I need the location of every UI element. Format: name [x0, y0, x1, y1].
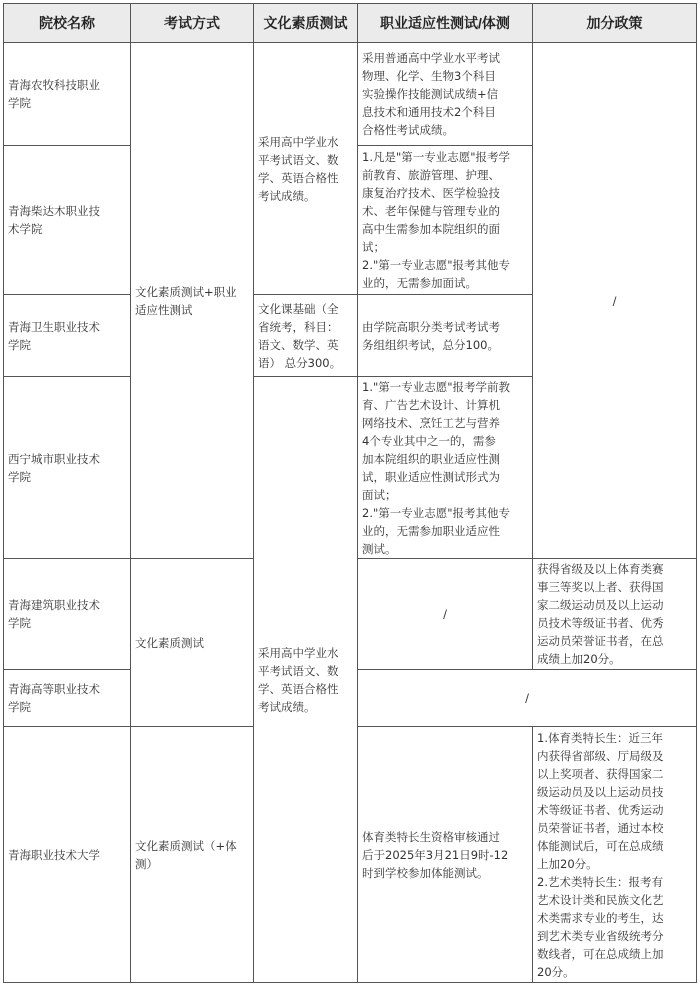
row-divider — [253, 294, 358, 295]
header-school-name: 院校名称 — [4, 4, 130, 42]
vocational-test-cell: 1.凡是"第一专业志愿"报考学 前教育、旅游管理、护理、 康复治疗技术、医学检验技 术、老年保健与管理专业的 高中生需参加本院组织的面 试； 2."第一专业志愿"报考其他专 业的，无需参加面试。 — [362, 150, 511, 290]
vocational-test-cell: 采用普通高中学业水平考试 物理、化学、生物3个科目 实验操作技能测试成绩+信 息技术和通用技术2个科目 合格性考试成绩。 — [362, 51, 500, 137]
column-divider — [357, 3, 358, 983]
school-name-cell: 青海柴达木职业技 术学院 — [8, 204, 100, 236]
header-vocational-test: 职业适应性测试/体测 — [358, 4, 532, 42]
row-divider — [3, 669, 131, 670]
table-border — [3, 3, 697, 4]
culture-test-cell: 文化课基础（全 省统考，科目： 语文、数学、英 语） 总分300。 — [258, 301, 342, 370]
column-divider — [253, 3, 254, 983]
row-divider — [357, 726, 697, 727]
school-name-cell: 青海农牧科技职业 学院 — [8, 78, 100, 110]
school-name-cell: 青海职业技术大学 — [8, 847, 100, 862]
vocational-test-cell: 体育类特长生资格审核通过 后于2025年3月21日9时-12 时到学校参加体能测试。 — [362, 829, 509, 880]
header-culture-test: 文化素质测试 — [254, 4, 357, 42]
vocational-test-cell: / — [443, 607, 447, 621]
row-divider — [130, 558, 254, 559]
school-name-cell: 青海卫生职业技术 学院 — [8, 319, 100, 352]
exam-method-cell: 文化素质测试+职业 适应性测试 — [135, 284, 237, 317]
school-name-cell: 青海建筑职业技术 学院 — [8, 598, 100, 630]
row-divider — [3, 42, 697, 43]
culture-test-cell: 采用高中学业水 平考试语文、数 学、英语合格性 考试成绩。 — [258, 134, 339, 203]
bonus-policy-cell: 1.体育类特长生：近三年 内获得省部级、厅局级及 以上奖项者、获得国家二 级运动员及以上运动员技 术等级证书者、优秀运动 员荣誉证书者，通过本校 体能测试后，可在总成绩 上加20分。 2.艺术类特长生：报考有 艺术设计类和民族文化艺 术类需求专业的考生，达 到艺术类专业省级统考分 数线者，可在总成绩上加 20分。 — [537, 730, 664, 979]
row-divider — [357, 376, 533, 377]
exam-method-cell: 文化素质测试 — [135, 635, 204, 650]
column-divider — [532, 726, 533, 983]
merged-na-cell: / — [525, 691, 529, 705]
row-divider — [3, 726, 131, 727]
culture-test-cell: 采用高中学业水 平考试语文、数 学、英语合格性 考试成绩。 — [258, 645, 339, 714]
row-divider — [3, 376, 131, 377]
row-divider — [130, 726, 254, 727]
bonus-policy-cell: / — [612, 293, 617, 308]
row-divider — [357, 558, 533, 559]
school-name-cell: 青海高等职业技术 学院 — [8, 682, 100, 714]
table-border — [3, 982, 697, 983]
column-divider — [532, 3, 533, 670]
row-divider — [3, 558, 131, 559]
row-divider — [357, 145, 533, 146]
column-divider — [130, 3, 131, 983]
header-exam-method: 考试方式 — [131, 4, 253, 42]
school-name-cell: 西宁城市职业技术 学院 — [8, 451, 100, 484]
table-border — [696, 3, 697, 983]
row-divider — [253, 376, 358, 377]
vocational-test-cell: 由学院高职分类考试考试考 务组组织考试，总分100。 — [362, 319, 500, 352]
row-divider — [532, 558, 697, 559]
row-divider — [3, 294, 131, 295]
row-divider — [357, 669, 697, 670]
bonus-policy-cell: 获得省级及以上体育类赛 事三等奖以上者、获得国 家二级运动员及以上运动 员技术等级证书者、优秀 运动员荣誉证书者，在总 成绩上加20分。 — [537, 562, 664, 666]
table-border — [3, 3, 4, 983]
exam-method-cell: 文化素质测试（+体 测） — [135, 838, 237, 871]
header-bonus-policy: 加分政策 — [533, 4, 696, 42]
row-divider — [3, 145, 131, 146]
vocational-test-cell: 1."第一专业志愿"报考学前教 育、广告艺术设计、计算机 网络技术、烹饪工艺与营养 4个专业其中之一的，需参 加本院组织的职业适应性测 试，职业适应性测试形式为 面试； 2."第一专业志愿"报考其他专 业的，无需参加职业适应性 测试。 — [362, 379, 511, 556]
row-divider — [357, 294, 533, 295]
